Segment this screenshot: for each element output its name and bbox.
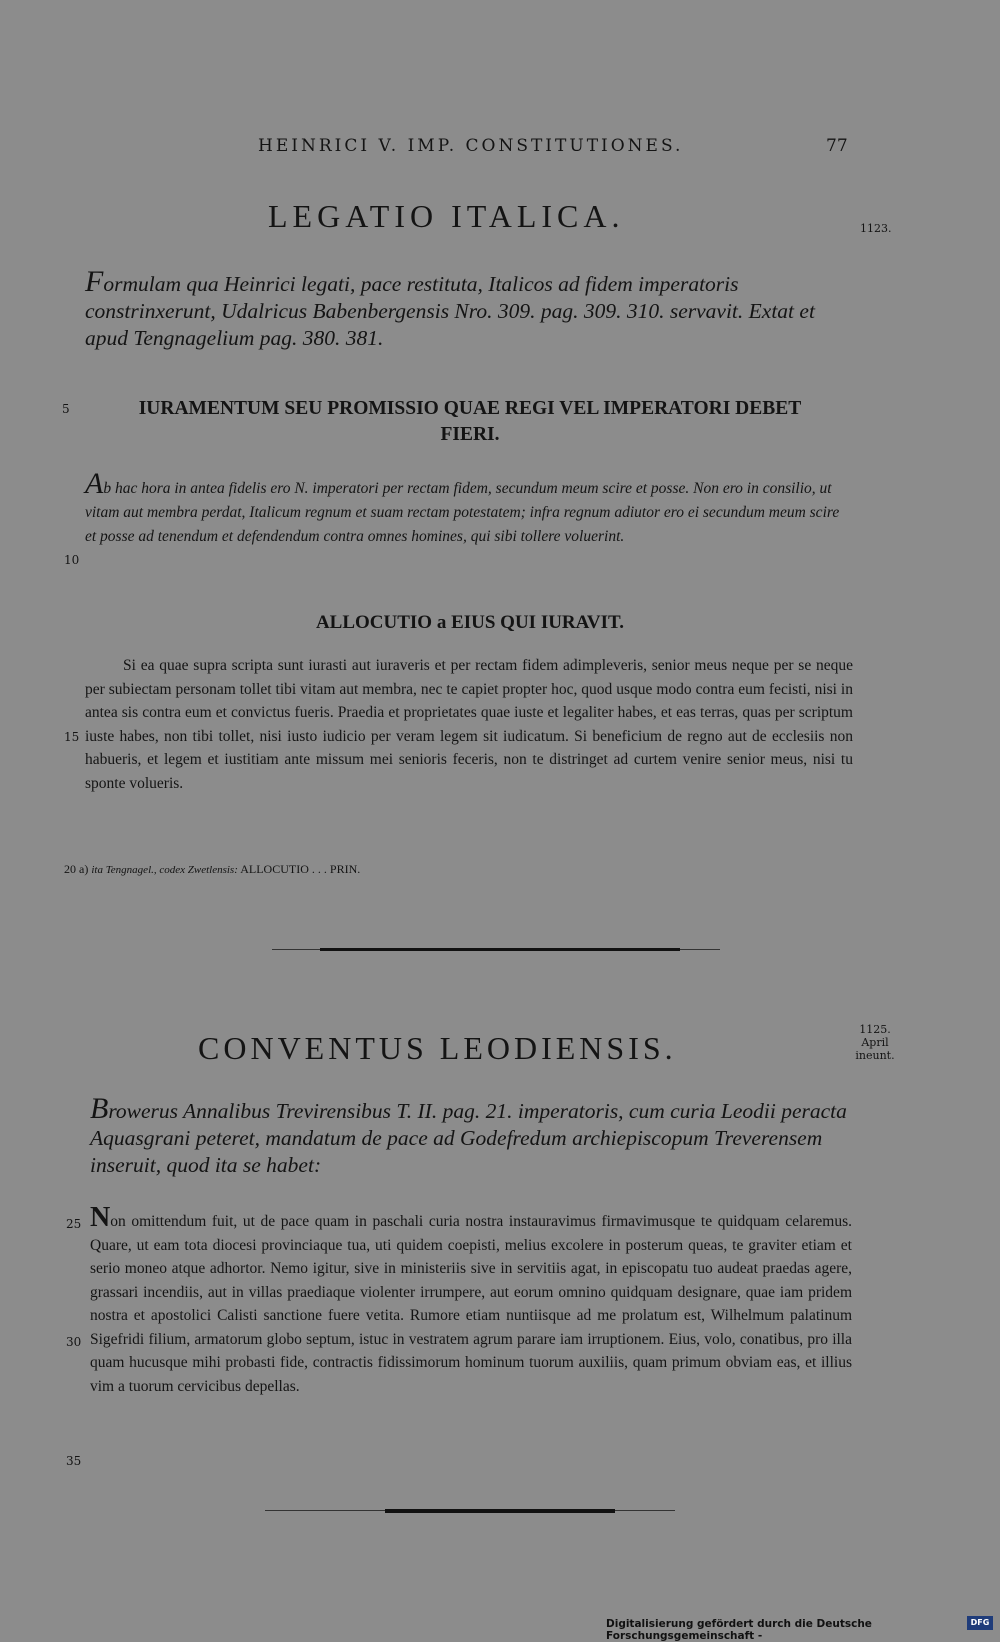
margin-date-1125: 1125. April ineunt.	[855, 1023, 895, 1062]
footnote-text: ALLOCUTIO . . . PRIN.	[240, 862, 361, 876]
end-divider	[385, 1509, 615, 1513]
footnote-line-number: 20	[64, 862, 76, 876]
line-number: 35	[66, 1454, 82, 1468]
page-number: 77	[826, 136, 848, 156]
subheading-iuramentum: IURAMENTUM SEU PROMISSIO QUAE REGI VEL IMPERATORI DEBET FIERI.	[138, 398, 802, 445]
drop-initial: B	[90, 1092, 109, 1125]
margin-date-1123: 1123.	[860, 222, 892, 235]
end-divider-right	[615, 1510, 675, 1511]
line-number: 25	[66, 1217, 82, 1231]
section-divider	[320, 948, 680, 951]
oath-body: b hac hora in antea fidelis ero N. imperatori per rectam fidem, secundum meum scire et posse. Non ero in consilio, ut vitam aut membra perdat, Italicum regnum et suam rectam potestatem; infra regnum adiutor ero ei secundum meum scire et posse ad tenendum et defendendum contra omnes homines, qui sibi tollere voluerint.	[85, 480, 840, 545]
allocutio-text: Si ea quae supra scripta sunt iurasti aut iuraveris et per rectam fidem adimpleveris, senior meus neque per se neque per subiectam personam tollet tibi vitam aut membra, nec te capiet propter hoc, quod usque modo contra eum fecisti, nisi in antea sis contra eum et convictus fueris. Praedia et proprietates quae iuste et legaliter habes, et eas terras, quas per scriptum iuste habes, non tibi tollet, nisi iusto iudicio per veram legem sit iudicatum. Si beneficium de regno aut de ecclesiis non habueris, et legem et iustitiam ante missum mei senioris feceris, non te distringet ad curtem venire senior meus, nisi tu sponte volueris.	[85, 657, 853, 792]
drop-initial: A	[85, 467, 104, 500]
intro-text: rowerus Annalibus Trevirensibus T. II. pag. 21. imperatoris, cum curia Leodii peracta Aquasgrani peteret, mandatum de pace ad Godefredum archiepiscopum Treverensem inseruit, quod ita se habet:	[90, 1099, 847, 1177]
mandate-body: on omittendum fuit, ut de pace quam in paschali curia nostra instauravimus firmavimusque te quidquam celaremus. Quare, ut eam tota diocesi provinciaque tua, uti quidem coepisti, melius excolere in posterum queas, te graviter etiam et serio moneo atque adhortor. Nemo igitur, sive in ministeriis sive in servitiis agat, in episcopatu tuo audeat praedas agere, grassari incendiis, aut in villas praediaque violenter irrumpere, aut eorum omnino quidquam designare, quae iam pridem nostra et apostolici Calisti sanctione fuere vetita. Rumore etiam nuntiisque ad me prolatum est, Wilhelmum palatinum Sigefridi filium, armatorum globo septum, istuc in vestratem agrum parare iam irruptionem. Eius, volo, conatibus, pro illa quam hucusque mihi probasti fide, contractis fidissimorum hominum tuorum auxiliis, quam primum obviam eas, et illius vim a tuorum cervicibus depellas.	[90, 1213, 852, 1395]
end-divider-left	[265, 1510, 385, 1511]
line-number: 15	[64, 730, 80, 744]
footnote	[64, 862, 360, 877]
section-divider-left	[272, 949, 320, 950]
subheading-allocutio: ALLOCUTIO a EIUS QUI IURAVIT.	[315, 612, 625, 633]
line-number: 5	[62, 402, 70, 416]
section-title-conventus: CONVENTUS LEODIENSIS.	[198, 1030, 677, 1066]
dfg-logo[interactable]: DFG	[967, 1616, 993, 1630]
digitization-credit: Digitalisierung gefördert durch die Deutsche Forschungsgemeinschaft -	[606, 1618, 872, 1642]
running-head: HEINRICI V. IMP. CONSTITUTIONES.	[258, 136, 684, 156]
section-divider-right	[680, 949, 720, 950]
mandate-text	[90, 1202, 852, 1398]
oath-text	[85, 467, 853, 549]
section-title-legatio: LEGATIO ITALICA.	[268, 198, 625, 234]
drop-initial: F	[85, 265, 104, 298]
intro-text: ormulam qua Heinrici legati, pace restituta, Italicos ad fidem imperatoris constrinxerunt, Udalricus Babenbergensis Nro. 309. pag. 309. 310. servavit. Extat et apud Tengnagelium pag. 380. 381.	[85, 272, 815, 350]
intro-paragraph-legatio	[85, 265, 853, 352]
allocutio-paragraph	[85, 654, 853, 795]
intro-paragraph-conventus	[90, 1092, 852, 1179]
footnote-italic: ita Tengnagel., codex Zwetlensis:	[91, 864, 238, 876]
line-number: 30	[66, 1335, 82, 1349]
line-number: 10	[64, 553, 80, 567]
footnote-label: a)	[79, 862, 89, 876]
drop-initial: N	[90, 1202, 111, 1233]
